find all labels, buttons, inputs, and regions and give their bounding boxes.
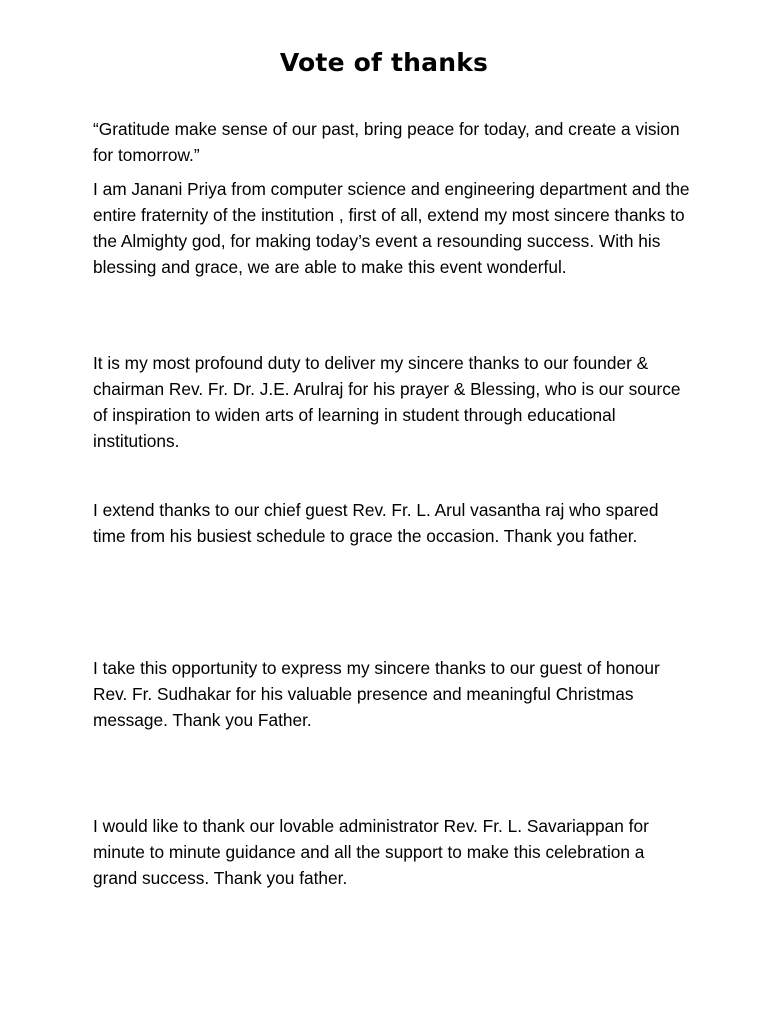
chief-guest-thanks-paragraph: I extend thanks to our chief guest Rev. Fr. L. Arul vasantha raj who spared time from his busiest schedule to grace the occasion. Thank you father. — [93, 500, 659, 546]
page-title: Vote of thanks — [279, 48, 489, 77]
administrator-thanks-paragraph: I would like to thank our lovable administrator Rev. Fr. L. Savariappan for minute to minute guidance and all the support to make this celebration a grand success. Thank you father. — [93, 816, 649, 888]
quote-paragraph: “Gratitude make sense of our past, bring peace for today, and create a vision for tomorrow.” — [93, 119, 680, 165]
chairman-thanks-paragraph: It is my most profound duty to deliver my sincere thanks to our founder & chairman Rev. Fr. Dr. J.E. Arulraj for his prayer & Blessing, who is our source of inspiration to widen arts of learning in student through educational institutions. — [93, 353, 681, 451]
intro-paragraph: I am Janani Priya from computer science and engineering department and the entire fraternity of the institution , first of all, extend my most sincere thanks to the Almighty god, for making today’s event a resounding success. With his blessing and grace, we are able to make this event wonderful. — [93, 179, 690, 277]
guest-of-honour-thanks-paragraph: I take this opportunity to express my sincere thanks to our guest of honour Rev. Fr. Sudhakar for his valuable presence and meaningful Christmas message. Thank you Father. — [93, 658, 660, 730]
